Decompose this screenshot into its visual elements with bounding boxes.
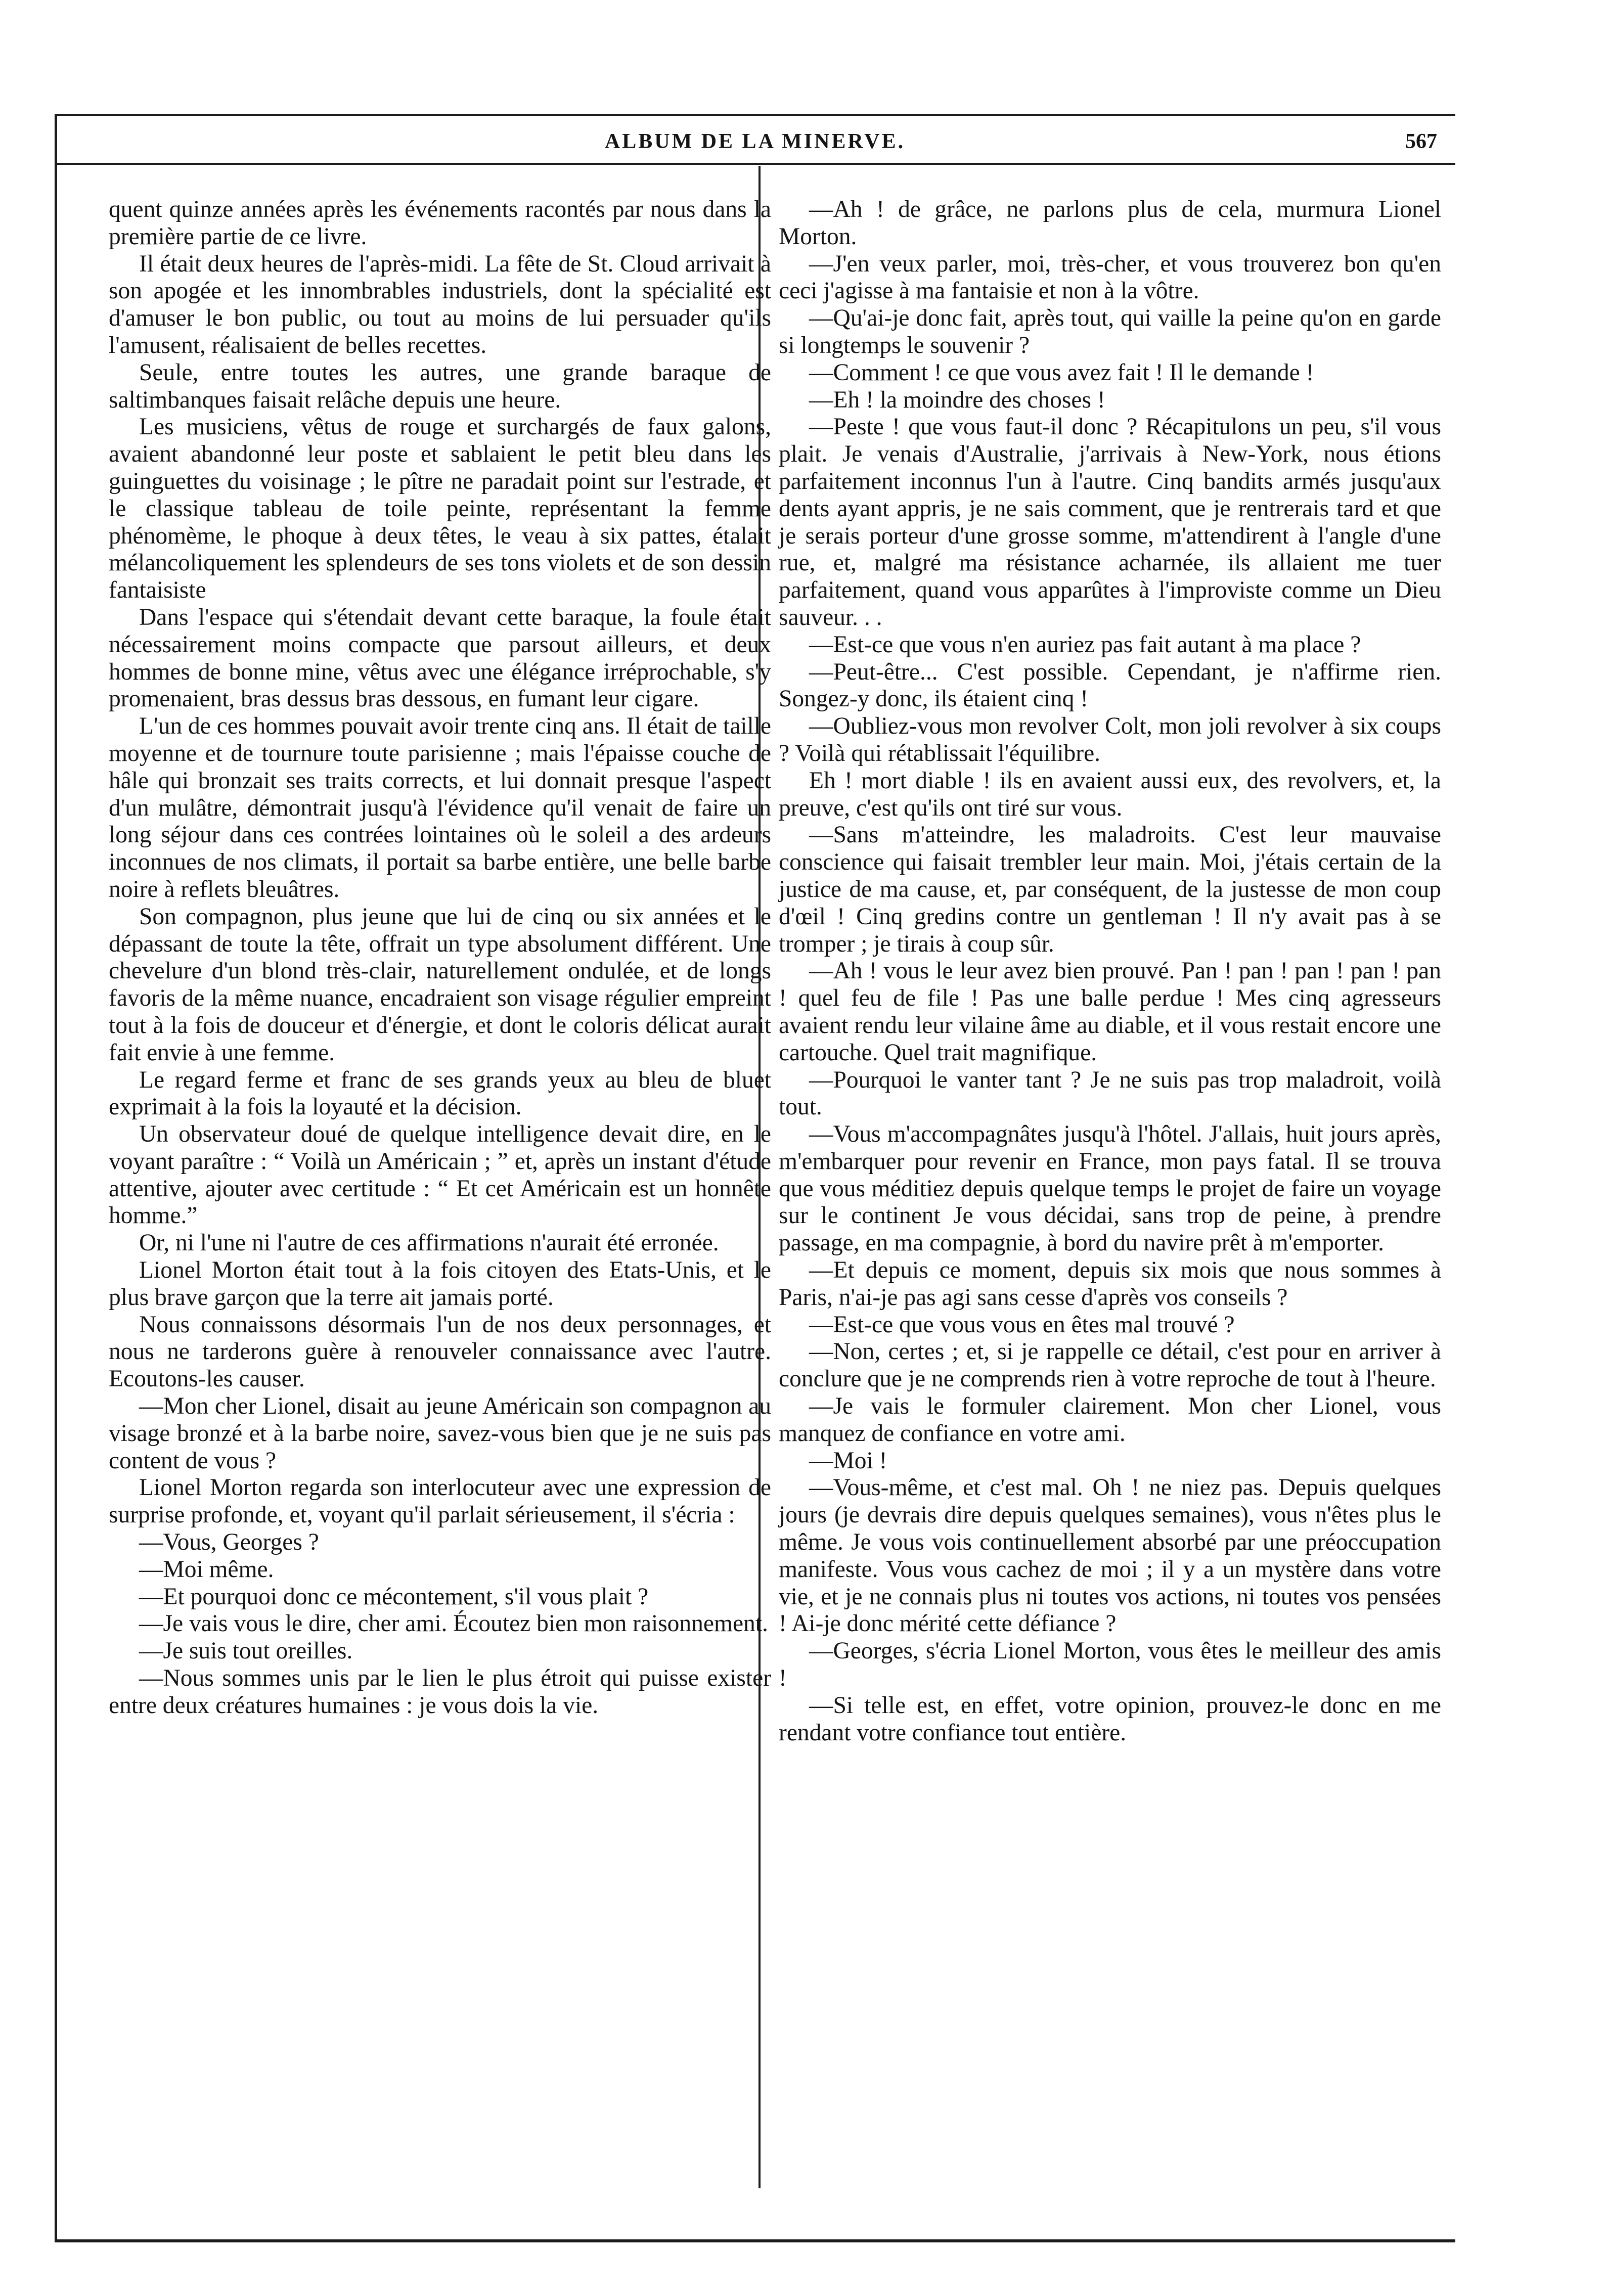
paragraph: —Non, certes ; et, si je rappelle ce détail, c'est pour en arriver à conclure que je ne comprends rien à votre reproche de tout à l'heure. bbox=[779, 1338, 1441, 1392]
paragraph: —Nous sommes unis par le lien le plus étroit qui puisse exister entre deux créatures humaines : je vous dois la vie. bbox=[109, 1665, 771, 1719]
paragraph: Dans l'espace qui s'étendait devant cette baraque, la foule était nécessairement moins compacte que parsout ailleurs, et deux hommes de bonne mine, vêtus avec une élégance irréprochable, s'y promenaient, bras dessus bras dessous, en fumant leur cigare. bbox=[109, 604, 771, 712]
paragraph: —Ah ! de grâce, ne parlons plus de cela, murmura Lionel Morton. bbox=[779, 196, 1441, 250]
paragraph: —Oubliez-vous mon revolver Colt, mon joli revolver à six coups ? Voilà qui rétablissait l'équilibre. bbox=[779, 713, 1441, 767]
paragraph: —Pourquoi le vanter tant ? Je ne suis pas trop maladroit, voilà tout. bbox=[779, 1066, 1441, 1120]
header-title: ALBUM DE LA MINERVE. bbox=[604, 130, 906, 153]
paragraph: —Moi même. bbox=[139, 1556, 274, 1583]
paragraph: Le regard ferme et franc de ses grands yeux au bleu de bluet exprimait à la fois la loyauté et la décision. bbox=[109, 1066, 771, 1120]
paragraph: —Je suis tout oreilles. bbox=[139, 1638, 353, 1664]
paragraph: —Moi ! bbox=[809, 1447, 887, 1474]
paragraph: —Qu'ai-je donc fait, après tout, qui vaille la peine qu'on en garde si longtemps le souvenir ? bbox=[779, 305, 1441, 358]
paragraph: Les musiciens, vêtus de rouge et surchargés de faux galons, avaient abandonné leur poste et sablaient le petit bleu dans les guinguettes du voisinage ; le pître ne paradait point sur l'estrade, et le classique tableau de toile peinte, représentant la femme phénomème, le phoque à deux têtes, le veau à six pattes, étalait mélancoliquement les splendeurs de ses tons violets et de son dessin fantaisiste bbox=[109, 414, 771, 604]
paragraph: Lionel Morton regarda son interlocuteur avec une expression de surprise profonde, et, voyant qu'il parlait sérieusement, il s'écria : bbox=[109, 1474, 771, 1528]
paragraph: L'un de ces hommes pouvait avoir trente cinq ans. Il était de taille moyenne et de tournure toute parisienne ; mais l'épaisse couche de hâle qui bronzait ses traits corrects, et lui donnait presque l'aspect d'un mulâtre, démontrait jusqu'à l'évidence qu'il venait de faire un long séjour dans ces contrées lointaines où le soleil a des ardeurs inconnues de nos climats, il portait sa barbe entière, une belle barbe noire à reflets bleuâtres. bbox=[109, 713, 771, 903]
page-number: 567 bbox=[1405, 130, 1437, 153]
paragraph: —Vous, Georges ? bbox=[139, 1529, 319, 1556]
paragraph: —Sans m'atteindre, les maladroits. C'est leur mauvaise conscience qui faisait trembler leur main. Moi, j'étais certain de la justice de ma cause, et, par conséquent, de la justesse de mon coup d'œil ! Cinq gredins contre un gentleman ! Il n'y avait pas à se tromper ; je tirais à coup sûr. bbox=[779, 822, 1441, 957]
running-header bbox=[55, 117, 1455, 165]
paragraph: Un observateur doué de quelque intelligence devait dire, en le voyant paraître : “ Voilà un Américain ; ” et, après un instant d'étude attentive, ajouter avec certitude : “ Et cet Américain est un honnête homme.” bbox=[109, 1121, 771, 1229]
paragraph: —Vous-même, et c'est mal. Oh ! ne niez pas. Depuis quelques jours (je devrais dire depuis quelques semaines), vous n'êtes plus le même. Je vous vois continuellement absorbé par une préoccupation manifeste. Vous vous cachez de moi ; il y a un mystère dans votre vie, et je ne connais plus ni toutes vos actions, ni toutes vos pensées ! Ai-je donc mérité cette défiance ? bbox=[779, 1474, 1441, 1637]
paragraph: —Ah ! vous le leur avez bien prouvé. Pan ! pan ! pan ! pan ! pan ! quel feu de file ! Pas une balle perdue ! Mes cinq agresseurs avaient rendu leur vilaine âme au diable, et il vous restait encore une cartouche. Quel trait magnifique. bbox=[779, 958, 1441, 1066]
paragraph: —Peste ! que vous faut-il donc ? Récapitulons un peu, s'il vous plait. Je venais d'Australie, j'arrivais à New-York, nous étions parfaitement inconnus l'un à l'autre. Cinq bandits armés jusqu'aux dents ayant appris, je ne sais comment, que je rentrerais tard et que je serais porteur d'une grosse somme, m'attendirent à l'angle d'une rue, et, malgré ma résistance acharnée, ils allaient me tuer parfaitement, quand vous apparûtes à l'improviste comme un Dieu sauveur. . . bbox=[779, 414, 1441, 631]
paragraph: Or, ni l'une ni l'autre de ces affirmations n'aurait été erronée. bbox=[139, 1230, 719, 1256]
paragraph: Son compagnon, plus jeune que lui de cinq ou six années et le dépassant de toute la tête, offrait un type absolument différent. Une chevelure d'un blond très-clair, naturellement ondulée, et de longs favoris de la même nuance, encadraient son visage régulier empreint tout à la fois de douceur et d'énergie, et dont le coloris délicat aurait fait envie à une femme. bbox=[109, 903, 771, 1066]
paragraph: —Mon cher Lionel, disait au jeune Américain son compagnon au visage bronzé et à la barbe noire, savez-vous bien que je ne suis pas content de vous ? bbox=[109, 1393, 771, 1474]
paragraph: —Je vais vous le dire, cher ami. Écoutez bien mon raisonnement. bbox=[139, 1610, 768, 1637]
paragraph: —Est-ce que vous n'en auriez pas fait autant à ma place ? bbox=[809, 631, 1361, 658]
paragraph: Il était deux heures de l'après-midi. La fête de St. Cloud arrivait à son apogée et les innombrables industriels, dont la spécialité est d'amuser le bon public, ou tout au moins de lui persuader qu'ils l'amusent, réalisaient de belles recettes. bbox=[109, 250, 771, 358]
left-column bbox=[109, 196, 771, 1720]
paragraph: —Vous m'accompagnâtes jusqu'à l'hôtel. J'allais, huit jours après, m'embarquer pour revenir en France, mon pays fatal. Il se trouva que vous méditiez depuis quelque temps le projet de faire un voyage sur le continent Je vous décidai, sans trop de peine, à prendre passage, en ma compagnie, à bord du navire prêt à m'emporter. bbox=[779, 1121, 1441, 1256]
paragraph: Lionel Morton était tout à la fois citoyen des Etats-Unis, et le plus brave garçon que la terre ait jamais porté. bbox=[109, 1257, 771, 1311]
paragraph: Nous connaissons désormais l'un de nos deux personnages, et nous ne tarderons guère à renouveler connaissance avec l'autre. Ecoutons-les causer. bbox=[109, 1311, 771, 1392]
paragraph: —Eh ! la moindre des choses ! bbox=[809, 386, 1105, 413]
paragraph: —J'en veux parler, moi, très-cher, et vous trouverez bon qu'en ceci j'agisse à ma fantaisie et non à la vôtre. bbox=[779, 250, 1441, 304]
paragraph: quent quinze années après les événements racontés par nous dans la première partie de ce livre. bbox=[109, 196, 771, 250]
paragraph: —Si telle est, en effet, votre opinion, prouvez-le donc en me rendant votre confiance tout entière. bbox=[779, 1692, 1441, 1746]
paragraph: Eh ! mort diable ! ils en avaient aussi eux, des revolvers, et, la preuve, c'est qu'ils ont tiré sur vous. bbox=[779, 767, 1441, 821]
paragraph: —Et depuis ce moment, depuis six mois que nous sommes à Paris, n'ai-je pas agi sans cesse d'après vos conseils ? bbox=[779, 1257, 1441, 1311]
paragraph: —Est-ce que vous vous en êtes mal trouvé ? bbox=[809, 1311, 1235, 1338]
paragraph: —Peut-être... C'est possible. Cependant, je n'affirme rien. Songez-y donc, ils étaient cinq ! bbox=[779, 658, 1441, 712]
paragraph: —Je vais le formuler clairement. Mon cher Lionel, vous manquez de confiance en votre ami. bbox=[779, 1393, 1441, 1447]
paragraph: —Georges, s'écria Lionel Morton, vous êtes le meilleur des amis ! bbox=[779, 1638, 1441, 1692]
paragraph: —Comment ! ce que vous avez fait ! Il le demande ! bbox=[809, 359, 1314, 386]
right-column bbox=[779, 196, 1441, 1746]
paragraph: Seule, entre toutes les autres, une grande baraque de saltimbanques faisait relâche depuis une heure. bbox=[109, 359, 771, 413]
paragraph: —Et pourquoi donc ce mécontement, s'il vous plait ? bbox=[139, 1583, 649, 1610]
